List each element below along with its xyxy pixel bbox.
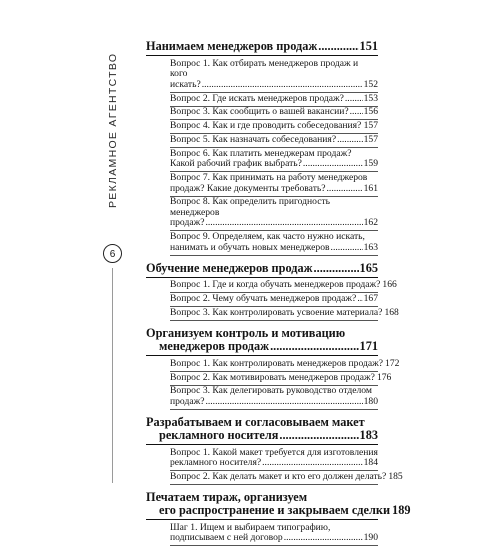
entry-row — [170, 458, 378, 469]
entry-row — [170, 280, 378, 291]
entry-text-line: искать? — [170, 80, 201, 91]
dot-leader — [357, 294, 362, 305]
toc-entry[interactable] — [170, 471, 378, 485]
toc-entry[interactable] — [170, 93, 378, 107]
entry-page-number: 166 — [382, 280, 396, 291]
section-heading-line: Обучение менеджеров продаж — [146, 262, 313, 275]
dot-leader — [331, 243, 363, 254]
entry-text-line: Вопрос 7. Как принимать на работу менеджеров — [170, 173, 378, 184]
section-heading-row — [146, 262, 378, 275]
toc-entry[interactable] — [170, 307, 378, 321]
entry-page-number: 190 — [364, 533, 378, 544]
toc-section — [146, 262, 378, 321]
dot-leader — [327, 184, 363, 195]
entry-page-number: 157 — [364, 135, 378, 146]
entry-text-line: продаж? Какие документы требовать? — [170, 184, 326, 195]
toc-entry[interactable] — [170, 447, 378, 471]
section-heading-row — [146, 504, 378, 517]
section-heading-row — [146, 429, 378, 442]
section-heading-line: Разрабатываем и согласовываем макет — [146, 416, 378, 429]
entry-row — [170, 243, 378, 254]
entry-text-line: Вопрос 3. Как делегировать руководство отделом — [170, 386, 378, 397]
entry-page-number: 162 — [364, 218, 378, 229]
dot-leader — [205, 218, 362, 229]
entry-text-line: нанимать и обучать новых менеджеров — [170, 243, 330, 254]
section-heading-row — [146, 340, 378, 353]
section-heading-line: его распространение и закрываем сделки — [159, 504, 390, 517]
entry-row — [170, 218, 378, 229]
toc-section — [146, 491, 378, 546]
entry-row — [170, 397, 378, 408]
section-heading[interactable] — [146, 416, 378, 445]
section-page-number: 171 — [360, 340, 378, 353]
toc-entry[interactable] — [170, 197, 378, 232]
toc-section — [146, 40, 378, 256]
dot-leader — [303, 159, 363, 170]
entry-text-line: Вопрос 2. Как мотивировать менеджеров продаж? — [170, 373, 375, 384]
entry-page-number: 153 — [364, 94, 378, 105]
section-heading[interactable] — [146, 262, 378, 278]
dot-leader — [350, 107, 363, 118]
section-heading-row — [146, 40, 378, 53]
entry-row — [170, 184, 378, 195]
entry-text-line: Вопрос 1. Как контролировать менеджеров продаж? — [170, 359, 383, 370]
toc-entry[interactable] — [170, 372, 378, 386]
entry-text-line: Вопрос 2. Где искать менеджеров продаж? — [170, 94, 344, 105]
entry-page-number: 180 — [364, 397, 378, 408]
entry-text-line: продаж? — [170, 218, 204, 229]
dot-leader — [202, 80, 363, 91]
entry-row — [170, 135, 378, 146]
toc-section — [146, 416, 378, 485]
toc-entry[interactable] — [170, 522, 378, 546]
section-heading-line: Печатаем тираж, организуем — [146, 491, 378, 504]
toc-entry[interactable] — [170, 231, 378, 255]
section-page-number: 189 — [392, 504, 410, 517]
toc-entry[interactable] — [170, 172, 378, 196]
entry-text-line: Вопрос 6. Как платить менеджерам продаж? — [170, 149, 378, 160]
toc-entry[interactable] — [170, 58, 378, 93]
toc-entry[interactable] — [170, 120, 378, 134]
entry-text-line: Вопрос 8. Как определить пригодность менеджеров — [170, 197, 378, 218]
dot-leader — [279, 429, 358, 442]
entry-row — [170, 359, 378, 370]
dot-leader — [337, 135, 363, 146]
entry-text-line: Шаг 1. Ищем и выбираем типографию, — [170, 523, 378, 534]
entry-text-line: Какой рабочий график выбрать? — [170, 159, 302, 170]
entry-page-number: 167 — [364, 294, 378, 305]
entry-row — [170, 373, 378, 384]
dot-leader — [345, 94, 363, 105]
entry-text-line: Вопрос 3. Как сообщить о вашей вакансии? — [170, 107, 349, 118]
entry-row — [170, 294, 378, 305]
toc-section — [146, 327, 378, 410]
dot-leader — [314, 262, 359, 275]
entry-page-number: 176 — [377, 373, 391, 384]
entry-row — [170, 121, 378, 132]
entry-text-line: Вопрос 9. Определяем, как часто нужно искать, — [170, 232, 378, 243]
entry-row — [170, 159, 378, 170]
toc-entry[interactable] — [170, 386, 378, 410]
entry-text-line: рекламного носителя? — [170, 458, 261, 469]
entry-page-number: 156 — [364, 107, 378, 118]
entry-page-number: 163 — [364, 243, 378, 254]
entry-page-number: 185 — [388, 472, 402, 483]
entry-page-number: 161 — [364, 184, 378, 195]
entry-text-line: Вопрос 3. Как контролировать усвоение материала? — [170, 308, 382, 319]
section-heading[interactable] — [146, 327, 378, 356]
entry-row — [170, 533, 378, 544]
section-heading[interactable] — [146, 40, 378, 56]
entry-row — [170, 472, 378, 483]
entry-text-line: Вопрос 1. Какой макет требуется для изготовления — [170, 448, 378, 459]
entry-text-line: Вопрос 1. Как отбирать менеджеров продаж и кого — [170, 59, 378, 80]
dot-leader — [262, 458, 362, 469]
entry-page-number: 172 — [385, 359, 399, 370]
entry-page-number: 168 — [384, 308, 398, 319]
entry-text-line: Вопрос 2. Как делать макет и кто его должен делать? — [170, 472, 386, 483]
section-page-number: 165 — [360, 262, 378, 275]
page-number: 6 — [103, 244, 122, 263]
section-heading-line: Организуем контроль и мотивацию — [146, 327, 378, 340]
entry-page-number: 159 — [364, 159, 378, 170]
section-heading-line: менеджеров продаж — [159, 340, 269, 353]
entry-row — [170, 94, 378, 105]
dot-leader — [205, 397, 362, 408]
dot-leader — [284, 533, 363, 544]
entry-text-line: подписываем с ней договор — [170, 533, 283, 544]
dot-leader — [318, 40, 358, 53]
toc-entry[interactable] — [170, 293, 378, 307]
table-of-contents — [146, 40, 378, 552]
running-title: РЕКЛАМНОЕ АГЕНТСТВО — [104, 12, 122, 248]
entry-text-line: Вопрос 5. Как назначать собеседования? — [170, 135, 336, 146]
entry-row — [170, 80, 378, 91]
entry-page-number: 157 — [364, 121, 378, 132]
section-page-number: 183 — [360, 429, 378, 442]
entry-text-line: Вопрос 4. Как и где проводить собеседования? — [170, 121, 361, 132]
toc-entry[interactable] — [170, 134, 378, 148]
section-page-number: 151 — [360, 40, 378, 53]
entry-text-line: Вопрос 2. Чему обучать менеджеров продаж? — [170, 294, 356, 305]
toc-entry[interactable] — [170, 107, 378, 121]
entry-row — [170, 107, 378, 118]
section-heading-line: Нанимаем менеджеров продаж — [146, 40, 317, 53]
toc-entry[interactable] — [170, 358, 378, 372]
entry-page-number: 152 — [364, 80, 378, 91]
section-heading[interactable] — [146, 491, 378, 520]
side-divider — [112, 268, 113, 483]
entry-page-number: 184 — [364, 458, 378, 469]
entry-text-line: продаж? — [170, 397, 204, 408]
toc-entry[interactable] — [170, 148, 378, 172]
dot-leader — [270, 340, 358, 353]
toc-entry[interactable] — [170, 280, 378, 294]
entry-text-line: Вопрос 1. Где и когда обучать менеджеров продаж? — [170, 280, 380, 291]
section-heading-line: рекламного носителя — [159, 429, 278, 442]
entry-row — [170, 308, 378, 319]
